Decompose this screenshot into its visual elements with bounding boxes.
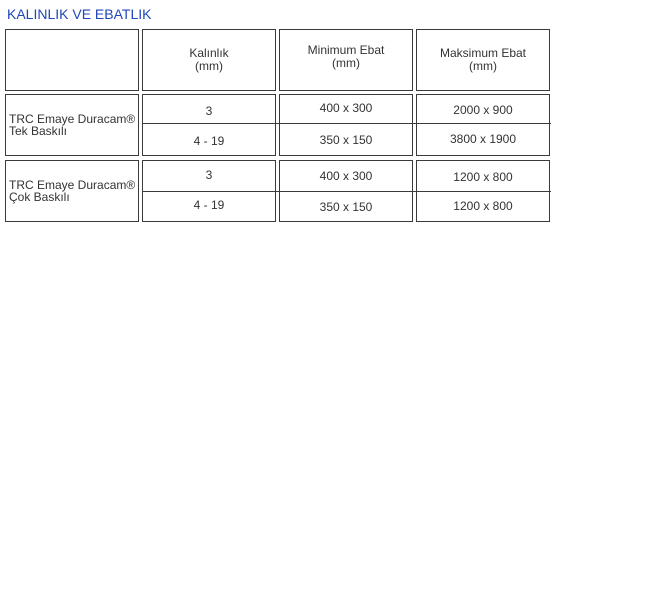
max-size-value: 1200 x 800	[453, 199, 513, 213]
row-divider	[280, 123, 420, 124]
min-size-cell	[279, 160, 413, 222]
product-name-cell	[5, 160, 139, 222]
row-divider	[417, 123, 551, 124]
thickness-value: 4 - 19	[193, 134, 225, 148]
thickness-value: 3	[205, 104, 213, 118]
header-max-size	[416, 29, 550, 91]
product-name-line2: Çok Baskılı	[9, 190, 70, 204]
max-size-value: 3800 x 1900	[449, 132, 517, 146]
max-size-cell	[416, 160, 550, 222]
min-size-value: 400 x 300	[319, 101, 373, 115]
row-divider	[143, 123, 283, 124]
row-divider	[280, 191, 420, 192]
header-max-size-label: Maksimum Ebat	[439, 46, 527, 60]
header-min-size	[279, 29, 413, 91]
min-size-value: 400 x 300	[319, 169, 373, 183]
header-thickness-unit: (mm)	[195, 59, 223, 73]
thickness-value: 3	[205, 168, 213, 182]
thickness-value: 4 - 19	[193, 198, 225, 212]
max-size-value: 2000 x 900	[453, 103, 513, 117]
page-title: KALINLIK VE EBATLIK	[7, 6, 152, 22]
header-min-size-unit: (mm)	[332, 56, 360, 70]
min-size-value: 350 x 150	[319, 200, 373, 214]
min-size-value: 350 x 150	[319, 133, 373, 147]
product-name-line1: TRC Emaye Duracam®	[9, 178, 136, 192]
thickness-cell	[142, 94, 276, 156]
header-thickness-label: Kalınlık	[189, 46, 229, 60]
max-size-cell	[416, 94, 550, 156]
product-name-line1: TRC Emaye Duracam®	[9, 112, 136, 126]
max-size-value: 1200 x 800	[453, 170, 513, 184]
product-name-cell	[5, 94, 139, 156]
thickness-cell	[142, 160, 276, 222]
min-size-cell	[279, 94, 413, 156]
header-max-size-unit: (mm)	[469, 59, 497, 73]
row-divider	[417, 191, 551, 192]
product-name-line2: Tek Baskılı	[9, 124, 68, 138]
header-empty-cell	[5, 29, 139, 91]
header-min-size-label: Minimum Ebat	[307, 43, 385, 57]
header-thickness	[142, 29, 276, 91]
row-divider	[143, 191, 283, 192]
